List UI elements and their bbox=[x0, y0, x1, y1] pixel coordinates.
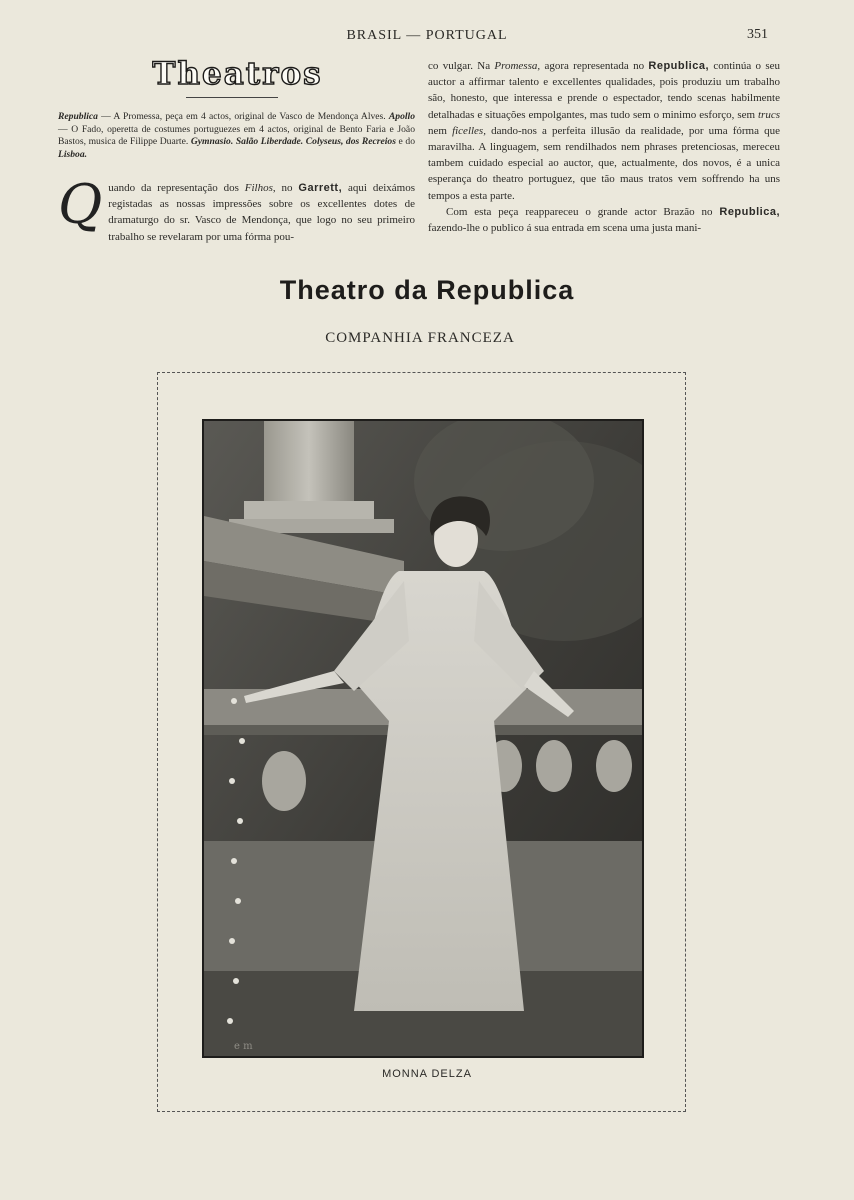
article-text: continúa o seu auctor a affirmar talento e excellentes qualidades, pois produziu um trabalho são, honesto, que interessa e prende o espectador, tendo scenas habilmente detalhadas e situações empolgantes, mas tudo sem o minimo esforço, sem bbox=[428, 60, 780, 121]
theatre-name-garrett: Garrett, bbox=[298, 182, 343, 194]
portrait-photo bbox=[202, 419, 644, 1058]
section-title: Theatros bbox=[152, 56, 323, 92]
play-title-promessa: Promessa, bbox=[494, 60, 541, 72]
listing-others: Gymnasio. Salão Liberdade. Colyseus, dos Recreios bbox=[190, 136, 396, 148]
article-text: dando-nos a perfeita illusão da realidade, por uma fórma que maravilha. A linguagem, sem rendilhados nem phrases pretenciosas, mereceu tambem cuidado especial ao auctor, que, actualmente, dos novos, é a unica esperança do theatro portuguez, que tão maus tratos vem soffrendo ha uns tempos a esta parte. bbox=[428, 124, 780, 202]
theatre-listing bbox=[58, 111, 415, 161]
feature-subheadline: COMPANHIA FRANCEZA bbox=[325, 330, 515, 346]
article-text: uando da representação dos bbox=[108, 182, 245, 194]
article-text: fazendo-lhe o publico á sua entrada em scena uma justa mani- bbox=[428, 222, 702, 235]
article-text: aqui deixámos registadas as nossas impressões sobre os excellentes dotes de dramaturgo do sr. Vasco de Mendonça, que logo no seu primeiro trabalho se revelaram por uma fórma pou- bbox=[108, 182, 415, 243]
page-number: 351 bbox=[747, 27, 768, 42]
theatre-name-republica: Republica, bbox=[648, 60, 710, 72]
term-trucs: trucs bbox=[758, 108, 780, 121]
theatre-name-republica: Republica, bbox=[719, 205, 780, 218]
feature-headline: Theatro da Republica bbox=[279, 275, 575, 305]
article-text: , no bbox=[272, 182, 299, 194]
article-text: agora representada no bbox=[540, 60, 649, 72]
article-column-right bbox=[428, 58, 780, 236]
title-divider bbox=[186, 97, 278, 98]
photo-caption: MONNA DELZA bbox=[382, 1068, 472, 1080]
listing-apollo-text: — O Fado, operetta de costumes portuguezes em 4 actos, original de Bento Faria e João Bastos, musica de Filippe Duarte. bbox=[58, 123, 415, 148]
article-text: co vulgar. Na bbox=[428, 60, 495, 72]
photographer-mark: e m bbox=[234, 1041, 253, 1052]
play-title-filhos: Filhos bbox=[244, 182, 273, 194]
listing-republica-text: — A Promessa, peça em 4 actos, original de Vasco de Mendonça Alves. bbox=[97, 111, 389, 122]
drop-cap: Q bbox=[58, 173, 103, 236]
listing-lisboa: Lisboa. bbox=[58, 148, 88, 160]
running-head: BRASIL — PORTUGAL bbox=[346, 28, 508, 43]
article-column-left bbox=[58, 173, 415, 245]
article-paragraph-2 bbox=[428, 204, 780, 236]
article-text: Com esta peça reappareceu o grande actor Brazão no bbox=[446, 205, 720, 218]
listing-apollo-name: Apollo bbox=[388, 111, 415, 122]
term-ficelles: ficelles, bbox=[452, 124, 486, 137]
listing-republica-name: Republica bbox=[58, 111, 98, 122]
article-text: nem bbox=[428, 124, 453, 137]
listing-connector: e do bbox=[395, 136, 415, 148]
